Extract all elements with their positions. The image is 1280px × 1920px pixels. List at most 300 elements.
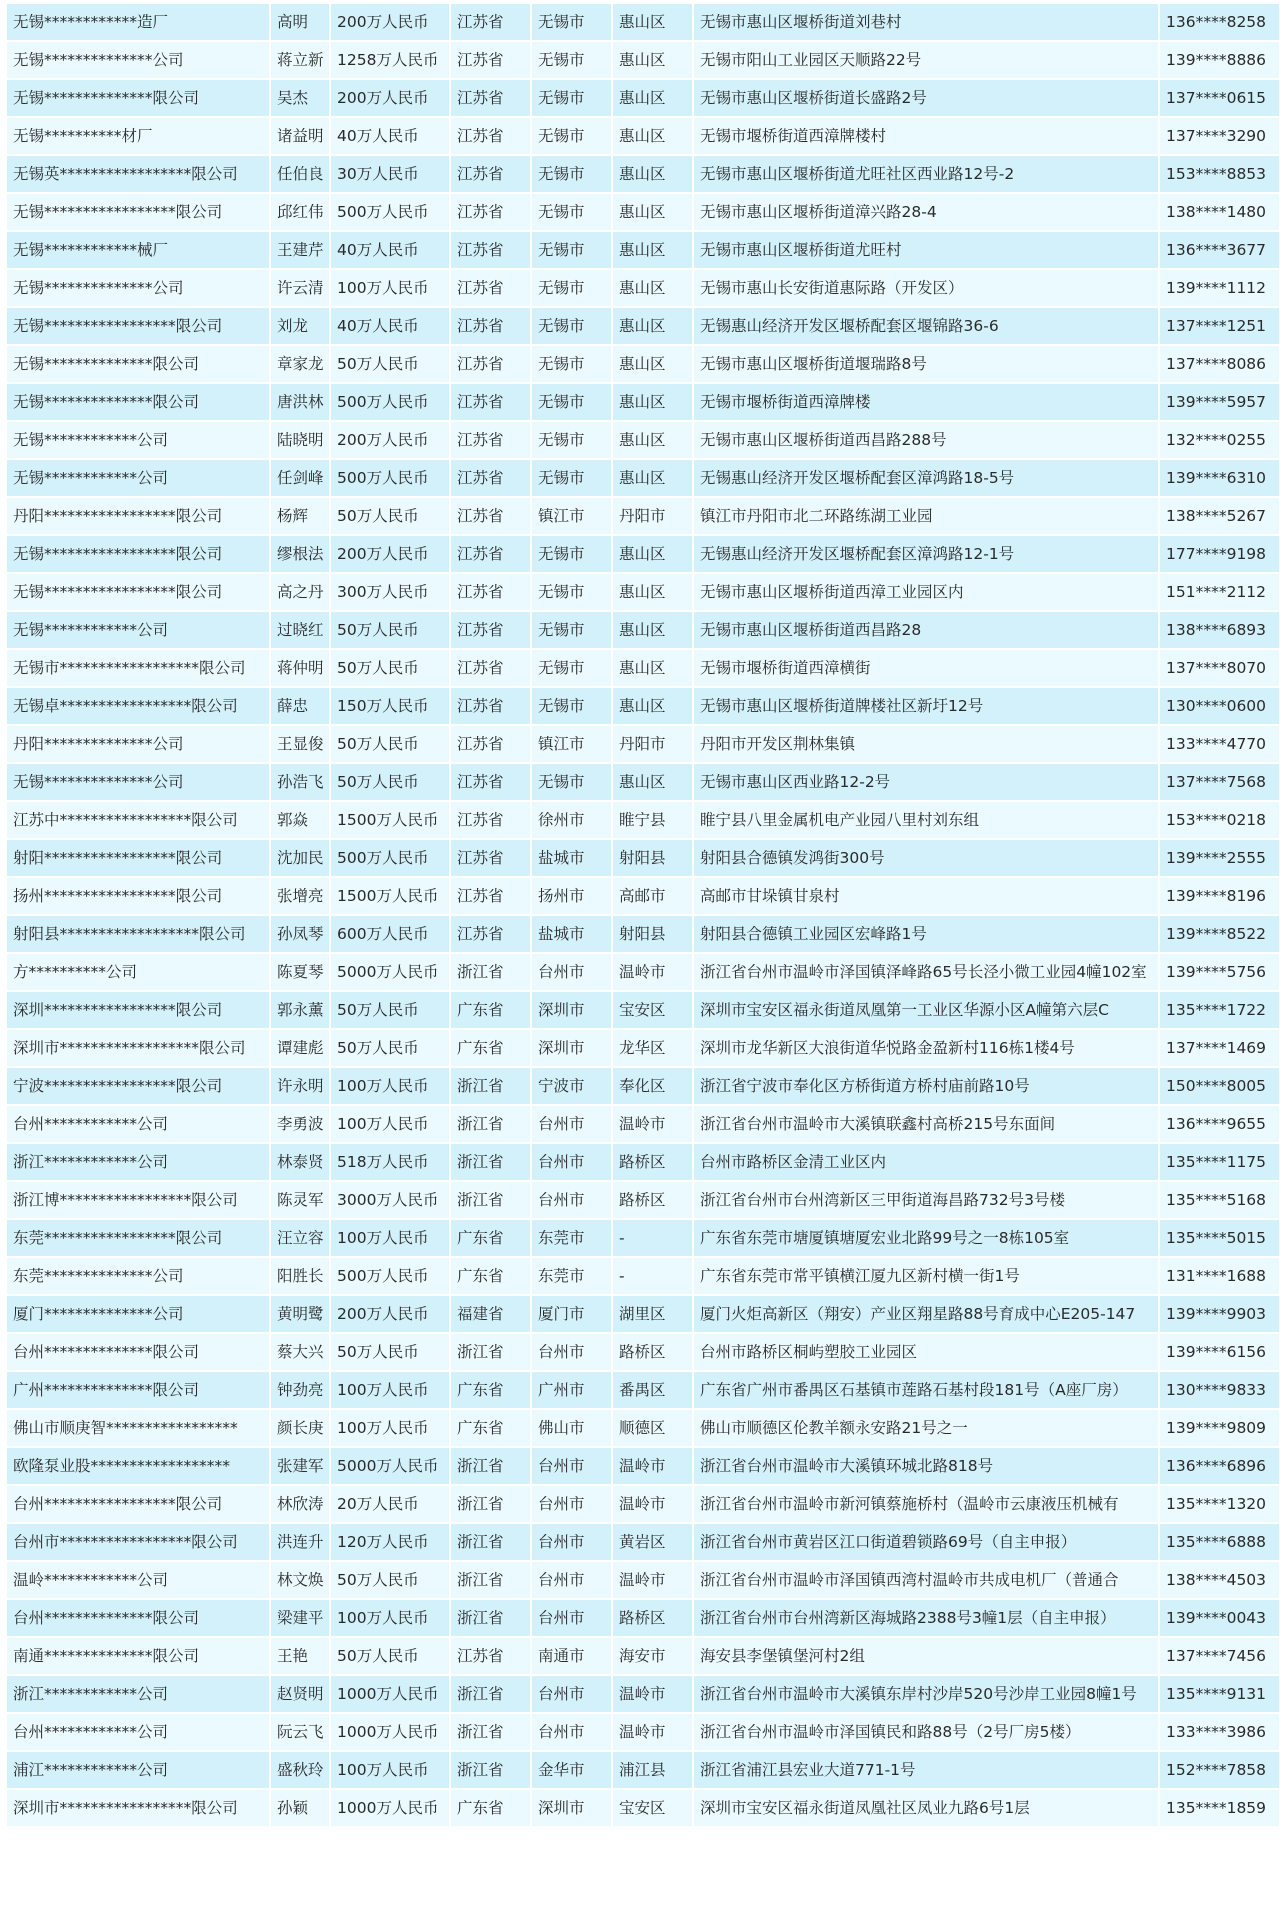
registered-capital-cell: 50万人民币 [331, 1334, 449, 1370]
city-cell: 无锡市 [532, 650, 611, 686]
district-cell: 龙华区 [613, 1030, 692, 1066]
province-cell: 浙江省 [451, 1068, 530, 1104]
address-cell: 深圳市龙华新区大浪街道华悦路金盈新村116栋1楼4号 [694, 1030, 1158, 1066]
registered-capital-cell: 50万人民币 [331, 612, 449, 648]
contact-person-cell: 许云清 [271, 270, 329, 306]
phone-cell: 130****0600 [1160, 688, 1279, 724]
address-cell: 无锡市堰桥街道西漳横街 [694, 650, 1158, 686]
table-row [7, 1182, 1279, 1218]
city-cell: 盐城市 [532, 916, 611, 952]
table-row [7, 118, 1279, 154]
phone-cell: 139****9809 [1160, 1410, 1279, 1446]
province-cell: 浙江省 [451, 1524, 530, 1560]
registered-capital-cell: 1000万人民币 [331, 1790, 449, 1826]
address-cell: 深圳市宝安区福永街道凤凰第一工业区华源小区A幢第六层C [694, 992, 1158, 1028]
contact-person-cell: 任剑峰 [271, 460, 329, 496]
province-cell: 江苏省 [451, 80, 530, 116]
contact-person-cell: 许永明 [271, 1068, 329, 1104]
province-cell: 江苏省 [451, 308, 530, 344]
district-cell: 路桥区 [613, 1334, 692, 1370]
contact-person-cell: 杨辉 [271, 498, 329, 534]
registered-capital-cell: 100万人民币 [331, 1220, 449, 1256]
province-cell: 广东省 [451, 1790, 530, 1826]
company-name-cell: 射阳*****************限公司 [7, 840, 269, 876]
contact-person-cell: 陈夏琴 [271, 954, 329, 990]
registered-capital-cell: 518万人民币 [331, 1144, 449, 1180]
table-row [7, 1410, 1279, 1446]
province-cell: 江苏省 [451, 270, 530, 306]
province-cell: 广东省 [451, 1410, 530, 1446]
table-row [7, 1790, 1279, 1826]
table-row [7, 992, 1279, 1028]
province-cell: 江苏省 [451, 194, 530, 230]
address-cell: 无锡惠山经济开发区堰桥配套区漳鸿路12-1号 [694, 536, 1158, 572]
company-name-cell: 佛山市顺庚智***************** [7, 1410, 269, 1446]
table-row [7, 1562, 1279, 1598]
registered-capital-cell: 1258万人民币 [331, 42, 449, 78]
phone-cell: 135****1722 [1160, 992, 1279, 1028]
phone-cell: 137****7456 [1160, 1638, 1279, 1674]
phone-cell: 136****8258 [1160, 4, 1279, 40]
district-cell: 惠山区 [613, 384, 692, 420]
contact-person-cell: 诸益明 [271, 118, 329, 154]
contact-person-cell: 郭焱 [271, 802, 329, 838]
city-cell: 东莞市 [532, 1258, 611, 1294]
contact-person-cell: 章家龙 [271, 346, 329, 382]
registered-capital-cell: 50万人民币 [331, 346, 449, 382]
company-name-cell: 扬州*****************限公司 [7, 878, 269, 914]
table-row [7, 1068, 1279, 1104]
city-cell: 佛山市 [532, 1410, 611, 1446]
city-cell: 镇江市 [532, 726, 611, 762]
district-cell: - [613, 1258, 692, 1294]
registered-capital-cell: 50万人民币 [331, 726, 449, 762]
city-cell: 台州市 [532, 1182, 611, 1218]
company-name-cell: 无锡卓*****************限公司 [7, 688, 269, 724]
company-name-cell: 无锡************公司 [7, 460, 269, 496]
contact-person-cell: 孙颖 [271, 1790, 329, 1826]
registered-capital-cell: 50万人民币 [331, 1562, 449, 1598]
company-name-cell: 无锡英*****************限公司 [7, 156, 269, 192]
province-cell: 福建省 [451, 1296, 530, 1332]
city-cell: 台州市 [532, 1600, 611, 1636]
province-cell: 江苏省 [451, 232, 530, 268]
company-name-cell: 台州**************限公司 [7, 1334, 269, 1370]
registered-capital-cell: 100万人民币 [331, 270, 449, 306]
contact-person-cell: 阳胜长 [271, 1258, 329, 1294]
table-row [7, 916, 1279, 952]
address-cell: 广东省东莞市塘厦镇塘厦宏业北路99号之一8栋105室 [694, 1220, 1158, 1256]
contact-person-cell: 阮云飞 [271, 1714, 329, 1750]
district-cell: 温岭市 [613, 1486, 692, 1522]
contact-person-cell: 任伯良 [271, 156, 329, 192]
contact-person-cell: 张建军 [271, 1448, 329, 1484]
company-name-cell: 方**********公司 [7, 954, 269, 990]
contact-person-cell: 孙凤琴 [271, 916, 329, 952]
registered-capital-cell: 50万人民币 [331, 650, 449, 686]
table-row [7, 270, 1279, 306]
district-cell: 温岭市 [613, 1448, 692, 1484]
phone-cell: 131****1688 [1160, 1258, 1279, 1294]
registered-capital-cell: 20万人民币 [331, 1486, 449, 1522]
table-row [7, 1296, 1279, 1332]
phone-cell: 133****4770 [1160, 726, 1279, 762]
province-cell: 江苏省 [451, 650, 530, 686]
phone-cell: 139****6310 [1160, 460, 1279, 496]
contact-person-cell: 洪连升 [271, 1524, 329, 1560]
address-cell: 台州市路桥区金清工业区内 [694, 1144, 1158, 1180]
district-cell: 宝安区 [613, 1790, 692, 1826]
city-cell: 台州市 [532, 1334, 611, 1370]
phone-cell: 135****6888 [1160, 1524, 1279, 1560]
province-cell: 浙江省 [451, 1334, 530, 1370]
table-row [7, 650, 1279, 686]
registered-capital-cell: 500万人民币 [331, 460, 449, 496]
district-cell: 路桥区 [613, 1182, 692, 1218]
address-cell: 无锡市惠山区堰桥街道西昌路288号 [694, 422, 1158, 458]
registered-capital-cell: 5000万人民币 [331, 954, 449, 990]
registered-capital-cell: 500万人民币 [331, 384, 449, 420]
address-cell: 厦门火炬高新区（翔安）产业区翔星路88号育成中心E205-147 [694, 1296, 1158, 1332]
table-row [7, 156, 1279, 192]
table-row [7, 1106, 1279, 1142]
address-cell: 无锡市惠山区堰桥街道西漳工业园区内 [694, 574, 1158, 610]
company-name-cell: 无锡************公司 [7, 422, 269, 458]
table-row [7, 460, 1279, 496]
city-cell: 无锡市 [532, 80, 611, 116]
city-cell: 无锡市 [532, 612, 611, 648]
address-cell: 广东省广州市番禺区石基镇市莲路石基村段181号（A座厂房） [694, 1372, 1158, 1408]
address-cell: 无锡市惠山区西业路12-2号 [694, 764, 1158, 800]
address-cell: 海安县李堡镇堡河村2组 [694, 1638, 1158, 1674]
phone-cell: 137****8070 [1160, 650, 1279, 686]
phone-cell: 151****2112 [1160, 574, 1279, 610]
city-cell: 镇江市 [532, 498, 611, 534]
contact-person-cell: 高明 [271, 4, 329, 40]
phone-cell: 177****9198 [1160, 536, 1279, 572]
province-cell: 浙江省 [451, 1448, 530, 1484]
city-cell: 台州市 [532, 1562, 611, 1598]
address-cell: 无锡市惠山长安街道惠际路（开发区） [694, 270, 1158, 306]
contact-person-cell: 沈加民 [271, 840, 329, 876]
address-cell: 射阳县合德镇发鸿街300号 [694, 840, 1158, 876]
province-cell: 江苏省 [451, 1638, 530, 1674]
province-cell: 浙江省 [451, 1106, 530, 1142]
company-name-cell: 深圳市*****************限公司 [7, 1790, 269, 1826]
registered-capital-cell: 50万人民币 [331, 498, 449, 534]
contact-person-cell: 林文焕 [271, 1562, 329, 1598]
table-row [7, 1372, 1279, 1408]
phone-cell: 137****3290 [1160, 118, 1279, 154]
phone-cell: 139****1112 [1160, 270, 1279, 306]
contact-person-cell: 王显俊 [271, 726, 329, 762]
table-row [7, 1752, 1279, 1788]
table-row [7, 878, 1279, 914]
address-cell: 丹阳市开发区荆林集镇 [694, 726, 1158, 762]
province-cell: 江苏省 [451, 688, 530, 724]
contact-person-cell: 李勇波 [271, 1106, 329, 1142]
city-cell: 厦门市 [532, 1296, 611, 1332]
contact-person-cell: 黄明鹭 [271, 1296, 329, 1332]
table-row [7, 422, 1279, 458]
district-cell: 惠山区 [613, 612, 692, 648]
registered-capital-cell: 1000万人民币 [331, 1714, 449, 1750]
province-cell: 江苏省 [451, 346, 530, 382]
province-cell: 江苏省 [451, 840, 530, 876]
province-cell: 江苏省 [451, 574, 530, 610]
company-name-cell: 无锡**************限公司 [7, 80, 269, 116]
province-cell: 广东省 [451, 992, 530, 1028]
registered-capital-cell: 40万人民币 [331, 232, 449, 268]
province-cell: 江苏省 [451, 726, 530, 762]
contact-person-cell: 盛秋玲 [271, 1752, 329, 1788]
phone-cell: 135****5015 [1160, 1220, 1279, 1256]
phone-cell: 136****9655 [1160, 1106, 1279, 1142]
province-cell: 江苏省 [451, 498, 530, 534]
company-name-cell: 欧隆泵业股****************** [7, 1448, 269, 1484]
company-name-cell: 无锡************械厂 [7, 232, 269, 268]
company-name-cell: 无锡*****************限公司 [7, 574, 269, 610]
district-cell: 温岭市 [613, 1676, 692, 1712]
registered-capital-cell: 150万人民币 [331, 688, 449, 724]
table-row [7, 536, 1279, 572]
city-cell: 无锡市 [532, 42, 611, 78]
contact-person-cell: 刘龙 [271, 308, 329, 344]
province-cell: 江苏省 [451, 42, 530, 78]
contact-person-cell: 张增亮 [271, 878, 329, 914]
contact-person-cell: 孙浩飞 [271, 764, 329, 800]
address-cell: 浙江省浦江县宏业大道771-1号 [694, 1752, 1158, 1788]
city-cell: 东莞市 [532, 1220, 611, 1256]
company-table [5, 2, 1280, 1828]
contact-person-cell: 陆晓明 [271, 422, 329, 458]
registered-capital-cell: 1000万人民币 [331, 1676, 449, 1712]
registered-capital-cell: 500万人民币 [331, 840, 449, 876]
registered-capital-cell: 500万人民币 [331, 1258, 449, 1294]
registered-capital-cell: 1500万人民币 [331, 802, 449, 838]
company-name-cell: 射阳县******************限公司 [7, 916, 269, 952]
address-cell: 浙江省宁波市奉化区方桥街道方桥村庙前路10号 [694, 1068, 1158, 1104]
contact-person-cell: 林泰贤 [271, 1144, 329, 1180]
table-row [7, 384, 1279, 420]
phone-cell: 153****0218 [1160, 802, 1279, 838]
address-cell: 无锡市阳山工业园区天顺路22号 [694, 42, 1158, 78]
phone-cell: 132****0255 [1160, 422, 1279, 458]
registered-capital-cell: 100万人民币 [331, 1600, 449, 1636]
province-cell: 江苏省 [451, 118, 530, 154]
city-cell: 徐州市 [532, 802, 611, 838]
district-cell: - [613, 1220, 692, 1256]
city-cell: 台州市 [532, 954, 611, 990]
address-cell: 无锡市惠山区堰桥街道西昌路28 [694, 612, 1158, 648]
table-row [7, 1030, 1279, 1066]
phone-cell: 138****5267 [1160, 498, 1279, 534]
city-cell: 无锡市 [532, 156, 611, 192]
address-cell: 浙江省台州市温岭市大溪镇环城北路818号 [694, 1448, 1158, 1484]
city-cell: 宁波市 [532, 1068, 611, 1104]
province-cell: 江苏省 [451, 878, 530, 914]
district-cell: 海安市 [613, 1638, 692, 1674]
address-cell: 睢宁县八里金属机电产业园八里村刘东组 [694, 802, 1158, 838]
contact-person-cell: 林欣涛 [271, 1486, 329, 1522]
city-cell: 深圳市 [532, 1030, 611, 1066]
district-cell: 射阳县 [613, 916, 692, 952]
province-cell: 江苏省 [451, 916, 530, 952]
table-row [7, 802, 1279, 838]
registered-capital-cell: 3000万人民币 [331, 1182, 449, 1218]
contact-person-cell: 汪立容 [271, 1220, 329, 1256]
province-cell: 浙江省 [451, 1752, 530, 1788]
address-cell: 佛山市顺德区伦教羊额永安路21号之一 [694, 1410, 1158, 1446]
address-cell: 台州市路桥区桐屿塑胶工业园区 [694, 1334, 1158, 1370]
company-name-cell: 无锡**********材厂 [7, 118, 269, 154]
table-row [7, 4, 1279, 40]
phone-cell: 138****4503 [1160, 1562, 1279, 1598]
company-name-cell: 台州*****************限公司 [7, 1486, 269, 1522]
city-cell: 无锡市 [532, 422, 611, 458]
contact-person-cell: 吴杰 [271, 80, 329, 116]
phone-cell: 138****6893 [1160, 612, 1279, 648]
phone-cell: 139****8196 [1160, 878, 1279, 914]
district-cell: 惠山区 [613, 156, 692, 192]
district-cell: 路桥区 [613, 1600, 692, 1636]
registered-capital-cell: 100万人民币 [331, 1068, 449, 1104]
phone-cell: 150****8005 [1160, 1068, 1279, 1104]
company-name-cell: 深圳市******************限公司 [7, 1030, 269, 1066]
contact-person-cell: 唐洪林 [271, 384, 329, 420]
city-cell: 深圳市 [532, 992, 611, 1028]
province-cell: 江苏省 [451, 536, 530, 572]
contact-person-cell: 梁建平 [271, 1600, 329, 1636]
registered-capital-cell: 200万人民币 [331, 536, 449, 572]
table-row [7, 1334, 1279, 1370]
table-row [7, 574, 1279, 610]
phone-cell: 139****2555 [1160, 840, 1279, 876]
company-name-cell: 无锡**************公司 [7, 270, 269, 306]
province-cell: 浙江省 [451, 1486, 530, 1522]
district-cell: 惠山区 [613, 194, 692, 230]
address-cell: 镇江市丹阳市北二环路练湖工业园 [694, 498, 1158, 534]
district-cell: 浦江县 [613, 1752, 692, 1788]
table-row [7, 308, 1279, 344]
district-cell: 惠山区 [613, 4, 692, 40]
city-cell: 无锡市 [532, 118, 611, 154]
district-cell: 温岭市 [613, 954, 692, 990]
table-row [7, 1448, 1279, 1484]
city-cell: 扬州市 [532, 878, 611, 914]
table-row [7, 232, 1279, 268]
contact-person-cell: 蒋立新 [271, 42, 329, 78]
province-cell: 江苏省 [451, 4, 530, 40]
district-cell: 顺德区 [613, 1410, 692, 1446]
address-cell: 浙江省台州市温岭市新河镇蔡施桥村（温岭市云康液压机械有 [694, 1486, 1158, 1522]
city-cell: 无锡市 [532, 194, 611, 230]
district-cell: 睢宁县 [613, 802, 692, 838]
company-name-cell: 浦江************公司 [7, 1752, 269, 1788]
registered-capital-cell: 500万人民币 [331, 194, 449, 230]
table-row [7, 726, 1279, 762]
registered-capital-cell: 200万人民币 [331, 4, 449, 40]
phone-cell: 139****8886 [1160, 42, 1279, 78]
province-cell: 浙江省 [451, 1562, 530, 1598]
district-cell: 惠山区 [613, 460, 692, 496]
registered-capital-cell: 50万人民币 [331, 1030, 449, 1066]
city-cell: 盐城市 [532, 840, 611, 876]
phone-cell: 139****9903 [1160, 1296, 1279, 1332]
address-cell: 无锡市堰桥街道西漳牌楼 [694, 384, 1158, 420]
address-cell: 无锡市堰桥街道西漳牌楼村 [694, 118, 1158, 154]
company-name-cell: 无锡**************限公司 [7, 384, 269, 420]
registered-capital-cell: 50万人民币 [331, 992, 449, 1028]
company-name-cell: 广州**************限公司 [7, 1372, 269, 1408]
phone-cell: 135****1175 [1160, 1144, 1279, 1180]
table-row [7, 346, 1279, 382]
province-cell: 江苏省 [451, 422, 530, 458]
district-cell: 惠山区 [613, 270, 692, 306]
company-name-cell: 无锡市******************限公司 [7, 650, 269, 686]
contact-person-cell: 薛忠 [271, 688, 329, 724]
address-cell: 浙江省台州市温岭市大溪镇联鑫村高桥215号东面间 [694, 1106, 1158, 1142]
company-name-cell: 宁波*****************限公司 [7, 1068, 269, 1104]
phone-cell: 152****7858 [1160, 1752, 1279, 1788]
company-name-cell: 厦门**************公司 [7, 1296, 269, 1332]
phone-cell: 137****1469 [1160, 1030, 1279, 1066]
company-name-cell: 无锡*****************限公司 [7, 536, 269, 572]
contact-person-cell: 谭建彪 [271, 1030, 329, 1066]
company-name-cell: 无锡**************限公司 [7, 346, 269, 382]
table-row [7, 1638, 1279, 1674]
contact-person-cell: 高之丹 [271, 574, 329, 610]
district-cell: 惠山区 [613, 764, 692, 800]
city-cell: 台州市 [532, 1524, 611, 1560]
province-cell: 浙江省 [451, 1182, 530, 1218]
phone-cell: 139****5756 [1160, 954, 1279, 990]
phone-cell: 138****1480 [1160, 194, 1279, 230]
company-name-cell: 无锡**************公司 [7, 42, 269, 78]
table-row [7, 1714, 1279, 1750]
province-cell: 广东省 [451, 1220, 530, 1256]
city-cell: 无锡市 [532, 764, 611, 800]
company-name-cell: 台州************公司 [7, 1714, 269, 1750]
phone-cell: 130****9833 [1160, 1372, 1279, 1408]
province-cell: 浙江省 [451, 1714, 530, 1750]
phone-cell: 136****6896 [1160, 1448, 1279, 1484]
registered-capital-cell: 200万人民币 [331, 80, 449, 116]
district-cell: 丹阳市 [613, 726, 692, 762]
phone-cell: 135****9131 [1160, 1676, 1279, 1712]
table-row [7, 1486, 1279, 1522]
district-cell: 惠山区 [613, 536, 692, 572]
district-cell: 湖里区 [613, 1296, 692, 1332]
registered-capital-cell: 30万人民币 [331, 156, 449, 192]
phone-cell: 137****7568 [1160, 764, 1279, 800]
contact-person-cell: 王建芹 [271, 232, 329, 268]
city-cell: 无锡市 [532, 384, 611, 420]
contact-person-cell: 赵贤明 [271, 1676, 329, 1712]
city-cell: 无锡市 [532, 270, 611, 306]
address-cell: 浙江省台州市温岭市大溪镇东岸村沙岸520号沙岸工业园8幢1号 [694, 1676, 1158, 1712]
company-name-cell: 无锡**************公司 [7, 764, 269, 800]
table-row [7, 42, 1279, 78]
phone-cell: 136****3677 [1160, 232, 1279, 268]
contact-person-cell: 陈灵军 [271, 1182, 329, 1218]
district-cell: 黄岩区 [613, 1524, 692, 1560]
city-cell: 金华市 [532, 1752, 611, 1788]
address-cell: 浙江省台州市台州湾新区海城路2388号3幢1层（自主申报） [694, 1600, 1158, 1636]
address-cell: 浙江省台州市台州湾新区三甲街道海昌路732号3号楼 [694, 1182, 1158, 1218]
district-cell: 惠山区 [613, 346, 692, 382]
table-row [7, 1524, 1279, 1560]
